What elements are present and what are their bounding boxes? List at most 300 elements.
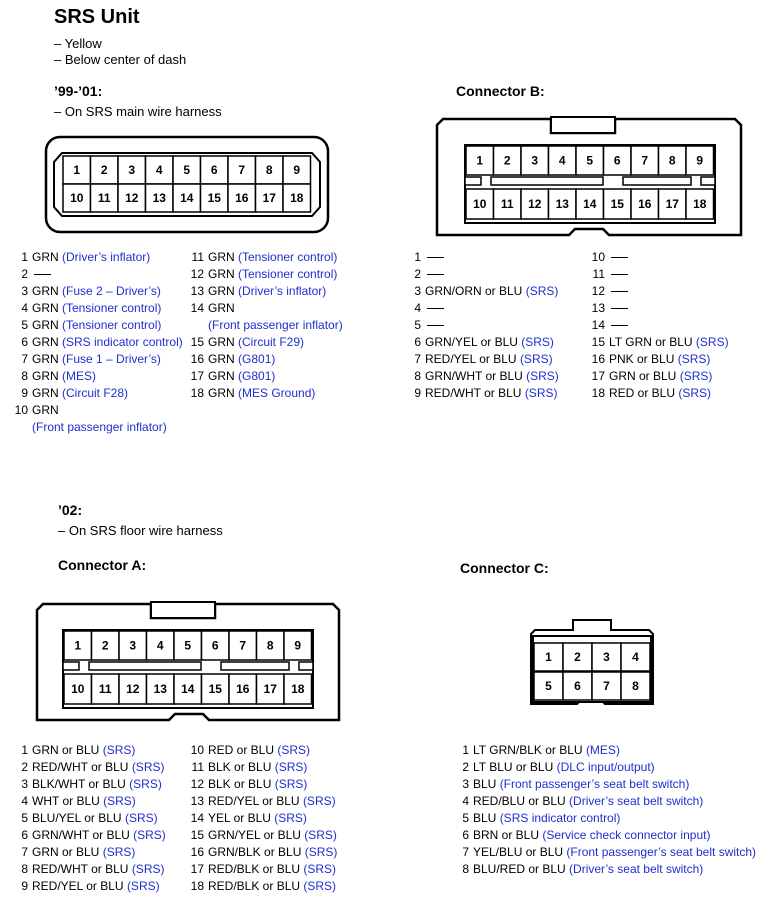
circuit-description: (MES Ground) [238, 386, 316, 400]
wire-color: GRN [32, 301, 59, 315]
wire-color: GRN [32, 386, 59, 400]
pin-row [582, 283, 729, 300]
pin-row [5, 300, 183, 317]
circuit-description: (SRS) [525, 284, 559, 298]
wire-color: GRN [32, 403, 59, 417]
wire-color: GRN [32, 369, 59, 383]
pin-number: 6 [462, 828, 469, 842]
pin99-label-13: 13 [152, 191, 166, 205]
pin-number: 1 [414, 250, 421, 264]
wire-color: RED/BLK or BLU [208, 862, 301, 876]
pin-row [407, 368, 559, 385]
pin-row [5, 351, 183, 368]
circuit-description: (Front passenger’s seat belt switch) [499, 777, 690, 791]
pin99-label-8: 8 [265, 163, 273, 177]
pin-number: 14 [190, 301, 204, 315]
pin-row [5, 810, 166, 827]
wire-color: WHT or BLU [32, 794, 100, 808]
connector-a-heading: Connector A: [58, 557, 147, 573]
wire-color: GRN [208, 267, 235, 281]
pin-number: 16 [591, 352, 605, 366]
wire-color: GRN [208, 369, 235, 383]
pin99-label-9: 9 [293, 163, 301, 177]
pin99-label-3: 3 [128, 163, 136, 177]
wire-color: GRN [32, 352, 59, 366]
pin-row [5, 776, 166, 793]
unused-pin-dash [427, 274, 444, 275]
pin-number: 5 [462, 811, 469, 825]
pin-row [582, 334, 729, 351]
pin-row [455, 759, 756, 776]
wire-color: RED/WHT or BLU [32, 862, 129, 876]
pin-row [5, 861, 166, 878]
pin-row [181, 759, 337, 776]
pin-number: 7 [462, 845, 469, 859]
unused-pin-dash [427, 257, 444, 258]
pin-row [455, 861, 756, 878]
pina-label-7: 7 [239, 638, 247, 653]
wire-color: BLK or BLU [208, 760, 272, 774]
unused-pin-dash [427, 325, 444, 326]
pin-row [407, 266, 559, 283]
pin-number: 10 [190, 743, 204, 757]
pin-number: 12 [190, 777, 204, 791]
pin-number: 6 [414, 335, 421, 349]
circuit-description: (Driver’s inflator) [238, 284, 327, 298]
connector-c-heading: Connector C: [460, 560, 549, 576]
pin-number: 1 [21, 743, 28, 757]
circuit-description: (Tensioner control) [238, 267, 338, 281]
pin-number: 6 [21, 335, 28, 349]
pinc-label-2: 2 [574, 650, 581, 664]
unused-pin-dash [611, 291, 628, 292]
pin-number: 5 [21, 811, 28, 825]
connector-a-diagram [33, 600, 343, 725]
pin99-label-12: 12 [125, 191, 139, 205]
pin-row [5, 827, 166, 844]
circuit-description: (Fuse 1 – Driver’s) [62, 352, 161, 366]
circuit-description: (SRS) [133, 828, 166, 842]
pin-row [455, 776, 756, 793]
pin-number: 17 [591, 369, 605, 383]
pin-number: 9 [21, 879, 28, 893]
pinb-label-11: 11 [500, 197, 514, 211]
pin-row [181, 742, 337, 759]
pin-row [455, 827, 756, 844]
pin-row [5, 334, 183, 351]
pinb-label-2: 2 [503, 153, 511, 168]
pinc-label-5: 5 [545, 679, 552, 693]
pin-list-99-01-right [181, 249, 343, 402]
pin-number: 9 [21, 386, 28, 400]
pin-row [181, 334, 343, 351]
circuit-description: (G801) [238, 352, 276, 366]
pin-number: 18 [190, 386, 204, 400]
unit-color-note: – Yellow [54, 36, 102, 51]
pin-row [407, 300, 559, 317]
pin-number: 17 [190, 862, 204, 876]
circuit-description: (SRS) [519, 352, 553, 366]
pin-row [582, 368, 729, 385]
pina-label-10: 10 [71, 682, 85, 696]
pinb-label-9: 9 [696, 153, 704, 168]
pina-label-16: 16 [236, 682, 250, 696]
pin-number: 18 [190, 879, 204, 893]
pinb-label-16: 16 [638, 197, 652, 211]
pin-list-a-left [5, 742, 166, 895]
wire-color: GRN [208, 386, 235, 400]
pin-number: 13 [591, 301, 605, 315]
pin-number: 3 [414, 284, 421, 298]
pin-number: 15 [591, 335, 605, 349]
pina-label-17: 17 [263, 682, 277, 696]
pin-row [181, 793, 337, 810]
pin-number: 4 [21, 301, 28, 315]
section-02-heading: ’02: [58, 502, 83, 518]
pin-row [181, 827, 337, 844]
pin-number: 10 [14, 403, 28, 417]
pin-row [181, 810, 337, 827]
wire-color: GRN or BLU [32, 845, 100, 859]
wire-color: GRN [208, 335, 235, 349]
pin-number: 3 [21, 777, 28, 791]
circuit-description: (SRS) [304, 845, 338, 859]
unused-pin-dash [611, 325, 628, 326]
pin-row [181, 861, 337, 878]
pinc-label-7: 7 [603, 679, 610, 693]
pin-row [5, 844, 166, 861]
circuit-description: (SRS) [526, 369, 559, 383]
circuit-description: (SRS) [102, 743, 136, 757]
pin-number: 15 [190, 828, 204, 842]
pinc-label-3: 3 [603, 650, 610, 664]
circuit-description: (Tensioner control) [62, 301, 162, 315]
pin-number: 16 [190, 845, 204, 859]
circuit-description: (SRS) [126, 879, 160, 893]
pina-label-18: 18 [291, 682, 305, 696]
wire-color: GRN [32, 284, 59, 298]
pin-number: 18 [591, 386, 605, 400]
pin-number: 4 [414, 301, 421, 315]
wire-color: GRN/BLK or BLU [208, 845, 302, 859]
pin-row [582, 300, 729, 317]
pin-number: 17 [190, 369, 204, 383]
pinc-label-4: 4 [632, 650, 639, 664]
unused-pin-dash [611, 257, 628, 258]
pin-number: 11 [592, 267, 605, 281]
wire-color: GRN/YEL or BLU [208, 828, 301, 842]
pin-number: 1 [21, 250, 28, 264]
pinb-label-10: 10 [473, 197, 487, 211]
circuit-description: (SRS) [129, 777, 162, 791]
unused-pin-dash [34, 274, 51, 275]
pina-label-15: 15 [208, 682, 222, 696]
pinb-label-14: 14 [583, 197, 597, 211]
pin-row [181, 351, 343, 368]
pina-label-12: 12 [126, 682, 140, 696]
wire-color: BRN or BLU [473, 828, 540, 842]
wire-color: GRN [32, 250, 59, 264]
pin-row [181, 878, 337, 895]
pin-row-continuation [5, 419, 183, 436]
connector-b-diagram [433, 115, 745, 240]
pinb-label-4: 4 [558, 153, 566, 168]
section-99-01-heading: ’99-’01: [54, 83, 103, 99]
connector-c-diagram [525, 618, 659, 710]
pin-list-a-right [181, 742, 337, 895]
wire-color: GRN [208, 250, 235, 264]
circuit-description: (Driver’s seat belt switch) [569, 862, 704, 876]
pin-list-b-left [407, 249, 559, 402]
pin-row [5, 742, 166, 759]
pin-number: 8 [414, 369, 421, 383]
circuit-description: (SRS) [679, 369, 713, 383]
pina-label-3: 3 [129, 638, 137, 653]
pin-number: 10 [591, 250, 605, 264]
wire-color: BLK/WHT or BLU [32, 777, 126, 791]
pin-row [407, 283, 559, 300]
pin-row [181, 844, 337, 861]
circuit-description: (DLC input/output) [556, 760, 655, 774]
circuit-description: (SRS) [303, 862, 337, 876]
pin-row [181, 385, 343, 402]
pin-row [455, 793, 756, 810]
pin-row [582, 351, 729, 368]
wire-color: RED/YEL or BLU [32, 879, 124, 893]
circuit-description: (SRS) [302, 794, 336, 808]
pin-number: 5 [414, 318, 421, 332]
wire-color: GRN [208, 284, 235, 298]
pin-row [5, 793, 166, 810]
pin-row [582, 266, 729, 283]
circuit-description: (SRS) [695, 335, 729, 349]
circuit-description: (Tensioner control) [62, 318, 162, 332]
wire-color: GRN/WHT or BLU [32, 828, 130, 842]
pin-row [455, 810, 756, 827]
pin-number: 7 [21, 845, 28, 859]
pin99-label-11: 11 [97, 191, 111, 205]
pin-row [181, 283, 343, 300]
connector-b-heading: Connector B: [456, 83, 545, 99]
pinb-label-17: 17 [665, 197, 679, 211]
pin-number: 16 [190, 352, 204, 366]
unit-location-note: – Below center of dash [54, 52, 187, 67]
pin-row [181, 368, 343, 385]
pin-row [407, 334, 559, 351]
pin-number: 8 [21, 369, 28, 383]
wire-color: RED/WHT or BLU [425, 386, 522, 400]
circuit-description: (SRS) [304, 828, 337, 842]
pinb-label-5: 5 [586, 153, 594, 168]
wire-color: GRN or BLU [32, 743, 100, 757]
wire-color: RED/BLU or BLU [473, 794, 566, 808]
wire-color: BLU [473, 811, 497, 825]
pin-row [582, 317, 729, 334]
wire-color: LT GRN/BLK or BLU [473, 743, 583, 757]
pina-label-2: 2 [101, 638, 109, 653]
page-title: SRS Unit [54, 6, 140, 28]
wire-color: RED/BLK or BLU [208, 879, 301, 893]
circuit-description: (G801) [238, 369, 276, 383]
pina-label-8: 8 [266, 638, 274, 653]
pin-number: 2 [462, 760, 469, 774]
pinb-label-1: 1 [476, 153, 484, 168]
pinb-label-3: 3 [531, 153, 539, 168]
wire-color: GRN [208, 352, 235, 366]
pin99-label-7: 7 [238, 163, 246, 177]
pin-number: 3 [21, 284, 28, 298]
pinb-label-8: 8 [668, 153, 676, 168]
pin-row [5, 385, 183, 402]
pin-row [407, 351, 559, 368]
pin-row-continuation [181, 317, 343, 334]
pina-label-4: 4 [156, 638, 164, 653]
circuit-description: (SRS) [131, 862, 165, 876]
circuit-description: (SRS) [274, 760, 308, 774]
pin-number: 12 [190, 267, 204, 281]
pinc-label-6: 6 [574, 679, 581, 693]
wire-color: GRN [208, 301, 235, 315]
pin-number: 11 [191, 760, 204, 774]
circuit-description: (Front passenger inflator) [32, 420, 167, 434]
wire-color: PNK or BLU [609, 352, 675, 366]
wire-color: GRN/ORN or BLU [425, 284, 523, 298]
circuit-description: (SRS) [131, 760, 165, 774]
wire-color: BLU [473, 777, 497, 791]
pinc-label-8: 8 [632, 679, 639, 693]
connector-99-01-diagram [44, 135, 330, 235]
wire-color: RED/YEL or BLU [208, 794, 300, 808]
pinb-label-7: 7 [641, 153, 649, 168]
unused-pin-dash [611, 308, 628, 309]
wire-color: GRN/WHT or BLU [425, 369, 523, 383]
circuit-description: (SRS indicator control) [62, 335, 183, 349]
pin-number: 7 [21, 352, 28, 366]
pin-row [582, 385, 729, 402]
circuit-description: (SRS) [102, 845, 136, 859]
pin-row [5, 317, 183, 334]
wire-color: YEL/BLU or BLU [473, 845, 564, 859]
circuit-description: (SRS) [678, 386, 712, 400]
pin-row [455, 742, 756, 759]
pin-number: 13 [190, 794, 204, 808]
circuit-description: (Tensioner control) [238, 250, 338, 264]
circuit-description: (SRS) [277, 743, 311, 757]
wire-color: RED or BLU [208, 743, 275, 757]
wire-color: BLK or BLU [208, 777, 272, 791]
pina-label-13: 13 [153, 682, 167, 696]
circuit-description: (Circuit F28) [62, 386, 129, 400]
circuit-description: (SRS) [124, 811, 158, 825]
pinc-label-1: 1 [545, 650, 552, 664]
unused-pin-dash [611, 274, 628, 275]
pinb-label-12: 12 [528, 197, 542, 211]
pin-number: 6 [21, 828, 28, 842]
pin-row [181, 266, 343, 283]
wire-color: BLU/YEL or BLU [32, 811, 122, 825]
pin-row [5, 283, 183, 300]
pina-label-11: 11 [98, 682, 112, 696]
wire-color: LT BLU or BLU [473, 760, 554, 774]
pin-number: 15 [190, 335, 204, 349]
pin99-label-4: 4 [155, 163, 163, 177]
pina-label-1: 1 [74, 638, 82, 653]
pina-label-9: 9 [294, 638, 302, 653]
circuit-description: (SRS) [521, 335, 554, 349]
pin-row [407, 249, 559, 266]
pin99-label-18: 18 [290, 191, 304, 205]
pin-row [181, 249, 343, 266]
pin99-label-10: 10 [70, 191, 84, 205]
wire-color: RED/WHT or BLU [32, 760, 129, 774]
pin-row [181, 776, 337, 793]
pinb-label-15: 15 [610, 197, 624, 211]
circuit-description: (SRS indicator control) [499, 811, 621, 825]
pin99-label-14: 14 [180, 191, 194, 205]
circuit-description: (Driver’s inflator) [62, 250, 151, 264]
pin-number: 4 [21, 794, 28, 808]
pin-number: 7 [414, 352, 421, 366]
wire-color: GRN/YEL or BLU [425, 335, 518, 349]
pinb-label-6: 6 [613, 153, 621, 168]
unused-pin-dash [427, 308, 444, 309]
pin-number: 9 [414, 386, 421, 400]
circuit-description: (SRS) [274, 811, 307, 825]
pin-number: 2 [414, 267, 421, 281]
pin-row [5, 266, 183, 283]
pin-number: 2 [21, 760, 28, 774]
pin-number: 8 [462, 862, 469, 876]
circuit-description: (Driver’s seat belt switch) [569, 794, 704, 808]
circuit-description: (SRS) [103, 794, 136, 808]
pin99-label-15: 15 [207, 191, 221, 205]
pin99-label-5: 5 [183, 163, 191, 177]
circuit-description: (SRS) [524, 386, 558, 400]
circuit-description: (MES) [62, 369, 97, 383]
pin-number: 4 [462, 794, 469, 808]
pin99-label-1: 1 [73, 163, 81, 177]
pin-number: 3 [462, 777, 469, 791]
pin-row [5, 249, 183, 266]
pin-row [5, 402, 183, 419]
pin-number: 5 [21, 318, 28, 332]
pinb-label-18: 18 [693, 197, 707, 211]
section-02-note: – On SRS floor wire harness [58, 523, 223, 538]
wire-color: RED or BLU [609, 386, 676, 400]
pinb-label-13: 13 [555, 197, 569, 211]
circuit-description: (Fuse 2 – Driver’s) [62, 284, 161, 298]
circuit-description: (SRS) [274, 777, 308, 791]
pin-row [455, 844, 756, 861]
circuit-description: (Service check connector input) [542, 828, 711, 842]
pin-row [5, 759, 166, 776]
wire-color: YEL or BLU [208, 811, 271, 825]
pin-list-c [455, 742, 756, 878]
pin-row [5, 878, 166, 895]
wire-color: BLU/RED or BLU [473, 862, 566, 876]
pin-number: 12 [591, 284, 605, 298]
pin-row [5, 368, 183, 385]
pin-list-b-right [582, 249, 729, 402]
pin-row [582, 249, 729, 266]
pin-row [407, 385, 559, 402]
pin-number: 2 [21, 267, 28, 281]
circuit-description: (Circuit F29) [238, 335, 305, 349]
wire-color: RED/YEL or BLU [425, 352, 517, 366]
pin-row [407, 317, 559, 334]
circuit-description: (SRS) [303, 879, 337, 893]
pin-number: 1 [462, 743, 469, 757]
